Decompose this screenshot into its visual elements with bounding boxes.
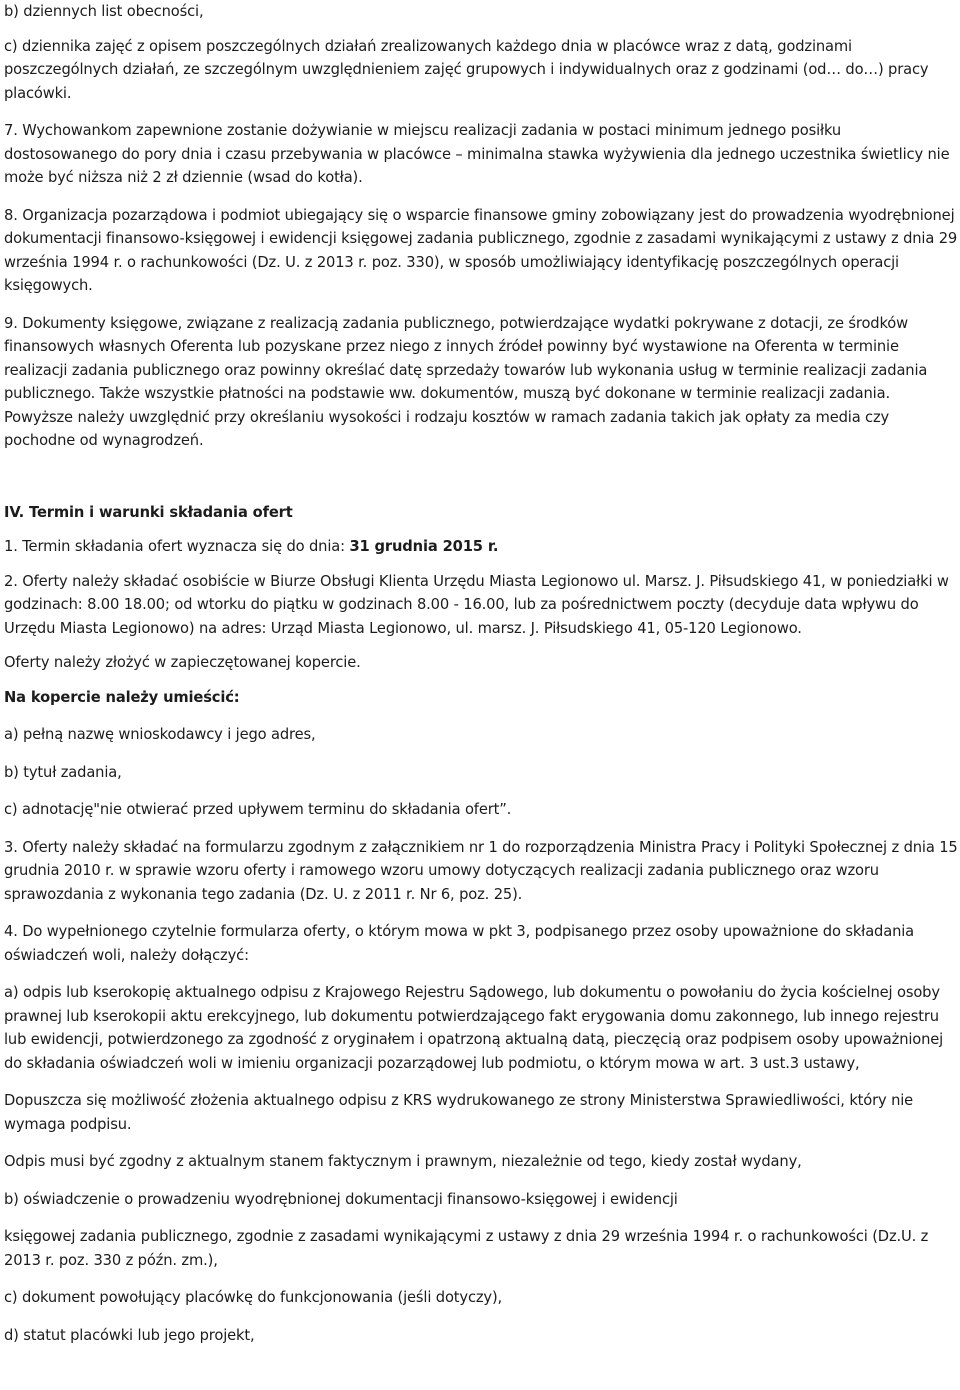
section-iv-point-4: 4. Do wypełnionego czytelnie formularza oferty, o którym mowa w pkt 3, podpisanego przez osoby upoważnione do składania oświadczeń woli, należy dołączyć: (4, 923, 915, 964)
sealed-envelope-note: Oferty należy złożyć w zapieczętowanej kopercie. (4, 654, 361, 671)
envelope-item-c: c) adnotację"nie otwierać przed upływem terminu do składania ofert”. (4, 801, 512, 818)
point-4-item-b: b) oświadczenie o prowadzeniu wyodrębnionej dokumentacji finansowo-księgowej i ewidencji (4, 1190, 678, 1208)
paragraph-7-meals: 7. Wychowankom zapewnione zostanie dożywianie w miejscu realizacji zadania w postaci minimum jednego posiłku dostosowanego do pory dnia i czasu przebywania w placówce – minimalna stawka wyżywienia dla jednego uczestnika świetlicy nie może być niższa niż 2 zł dziennie (wsad do kotła). (4, 122, 950, 186)
point-1-text: 1. Termin składania ofert wyznacza się do dnia: (4, 538, 350, 555)
envelope-item-a: a) pełną nazwę wnioskodawcy i jego adres, (4, 726, 316, 743)
paragraph-9-documents: 9. Dokumenty księgowe, związane z realizacją zadania publicznego, potwierdzające wydatki pokrywane z dotacji, ze środków finansowych własnych Oferenta lub pozyskane przez niego z innych źródeł powinny być wystawione na Oferenta w terminie realizacji zadania publicznego oraz powinny określać datę sprzedaży towarów lub wykonania usług w terminie realizacji zadania publicznego. Także wszystkie płatności na podstawie ww. dokumentów, muszą być dokonane w terminie realizacji zadania. Powyższe należy uwzględnić przy określaniu wysokości i rodzaju kosztów w ramach zadania takich jak opłaty za media czy pochodne od wynagrodzeń. (4, 314, 928, 449)
paragraph-c-activity-journal: c) dziennika zajęć z opisem poszczególnych działań zrealizowanych każdego dnia w placówce wraz z datą, godzinami poszczególnych działań, ze szczególnym uwzględnieniem zajęć grupowych i indywidualnych oraz z godzinami (od… do…) pracy placówki. (4, 37, 929, 102)
paragraph-8-accounting: 8. Organizacja pozarządowa i podmiot ubiegający się o wsparcie finansowe gminy zobowiązany jest do prowadzenia wyodrębnionej dokumentacji finansowo-księgowej i ewidencji księgowej zadania publicznego, zgodnie z zasadami wynikającymi z ustawy z dnia 29 września 1994 r. o rachunkowości (Dz. U. z 2013 r. poz. 330), w sposób umożliwiający identyfikację poszczególnych operacji księgowych. (4, 206, 958, 294)
point-4-item-d: d) statut placówki lub jego projekt, (4, 1326, 255, 1344)
section-iv-point-1 (4, 535, 958, 559)
point-4-item-a: a) odpis lub kserokopię aktualnego odpisu z Krajowego Rejestru Sądowego, lub dokumentu o powołaniu do życia kościelnej osoby prawnej lub kserokopii aktu erekcyjnego, lub dokumentu potwierdzającego fakt erygowania domu zakonnego, lub innego rejestru lub ewidencji, potwierdzonego za zgodność z oryginałem i opatrzoną aktualną datą, pieczęcią oraz podpisem osoby upoważnionej do składania oświadczeń woli w imieniu organizacji pozarządowej lub podmiotu, o którym mowa w art. 3 ust.3 ustawy, (4, 984, 944, 1072)
copy-validity-note: Odpis musi być zgodny z aktualnym stanem faktycznym i prawnym, niezależnie od tego, kiedy został wydany, (4, 1153, 802, 1170)
section-iv-heading: IV. Termin i warunki składania ofert (4, 503, 293, 521)
section-iv-point-3: 3. Oferty należy składać na formularzu zgodnym z załącznikiem nr 1 do rozporządzenia Ministra Pracy i Polityki Społecznej z dnia 15 grudnia 2010 r. w sprawie wzoru oferty i ramowego wzoru umowy dotyczących realizacji zadania publicznego oraz wzoru sprawozdania z wykonania tego zadania (Dz. U. z 2011 r. Nr 6, poz. 25). (4, 838, 958, 903)
krs-printout-note: Dopuszcza się możliwość złożenia aktualnego odpisu z KRS wydrukowanego ze strony Ministerstwa Sprawiedliwości, który nie wymaga podpisu. (4, 1092, 914, 1133)
section-iv-point-2: 2. Oferty należy składać osobiście w Biurze Obsługi Klienta Urzędu Miasta Legionowo ul. Marsz. J. Piłsudskiego 41, w poniedziałki w godzinach: 8.00 18.00; od wtorku do piątku w godzinach 8.00 - 16.00, lub za pośrednictwem poczty (decyduje data wpływu do Urzędu Miasta Legionowo) na adres: Urząd Miasta Legionowo, ul. marsz. J. Piłsudskiego 41, 05-120 Legionowo. (4, 572, 949, 637)
envelope-heading: Na kopercie należy umieścić: (4, 688, 240, 706)
point-4-item-b-continued: księgowej zadania publicznego, zgodnie z zasadami wynikającymi z ustawy z dnia 29 września 1994 r. o rachunkowości (Dz.U. z 2013 r. poz. 330 z późn. zm.), (4, 1228, 929, 1269)
envelope-item-b: b) tytuł zadania, (4, 763, 122, 781)
point-4-item-c: c) dokument powołujący placówkę do funkcjonowania (jeśli dotyczy), (4, 1289, 503, 1306)
paragraph-b-attendance-lists: b) dziennych list obecności, (4, 3, 204, 20)
deadline-date: 31 grudnia 2015 r. (349, 538, 499, 555)
